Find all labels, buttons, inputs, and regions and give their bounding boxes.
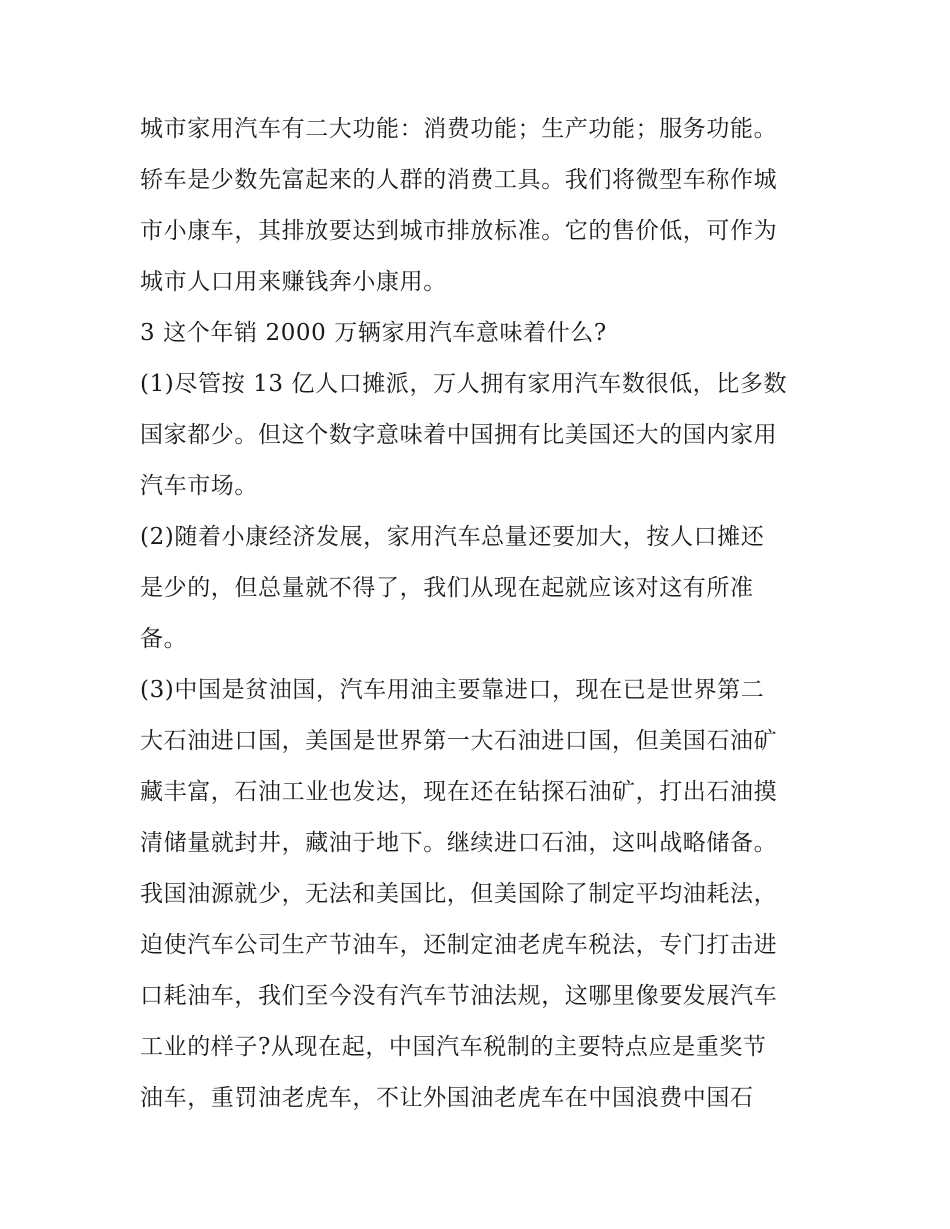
text-line-17: 迫使汽车公司生产节油车，还制定油老虎车税法，专门打击进	[140, 932, 778, 958]
text-line-18: 口耗油车，我们至今没有汽车节油法规，这哪里像要发展汽车	[140, 983, 778, 1009]
text-line-6: (1)尽管按 13 亿人口摊派，万人拥有家用汽车数很低，比多数	[140, 371, 788, 397]
text-line-13: 大石油进口国，美国是世界第一大石油进口国，但美国石油矿	[140, 728, 778, 754]
text-line-4: 城市人口用来赚钱奔小康用。	[140, 269, 447, 295]
text-line-14: 藏丰富，石油工业也发达，现在还在钻探石油矿，打出石油摸	[140, 779, 778, 805]
text-line-16: 我国油源就少，无法和美国比，但美国除了制定平均油耗法，	[140, 881, 778, 907]
text-line-15: 清储量就封井，藏油于地下。继续进口石油，这叫战略储备。	[140, 830, 778, 856]
text-line-2: 轿车是少数先富起来的人群的消费工具。我们将微型车称作城	[140, 167, 778, 193]
text-line-11: 备。	[140, 626, 188, 652]
text-line-12: (3)中国是贫油国，汽车用油主要靠进口，现在已是世界第二	[140, 677, 765, 703]
text-line-3: 市小康车，其排放要达到城市排放标准。它的售价低，可作为	[140, 218, 778, 244]
text-line-5: 3 这个年销 2000 万辆家用汽车意味着什么?	[140, 320, 607, 346]
text-line-20: 油车，重罚油老虎车，不让外国油老虎车在中国浪费中国石	[140, 1085, 754, 1111]
text-line-19: 工业的样子?从现在起，中国汽车税制的主要特点应是重奖节	[140, 1034, 767, 1060]
text-line-8: 汽车市场。	[140, 473, 258, 499]
text-line-10: 是少的，但总量就不得了，我们从现在起就应该对这有所准	[140, 575, 754, 601]
text-line-9: (2)随着小康经济发展，家用汽车总量还要加大，按人口摊还	[140, 524, 765, 550]
text-line-7: 国家都少。但这个数字意味着中国拥有比美国还大的国内家用	[140, 422, 778, 448]
text-line-1: 城市家用汽车有二大功能：消费功能；生产功能；服务功能。	[140, 116, 778, 142]
